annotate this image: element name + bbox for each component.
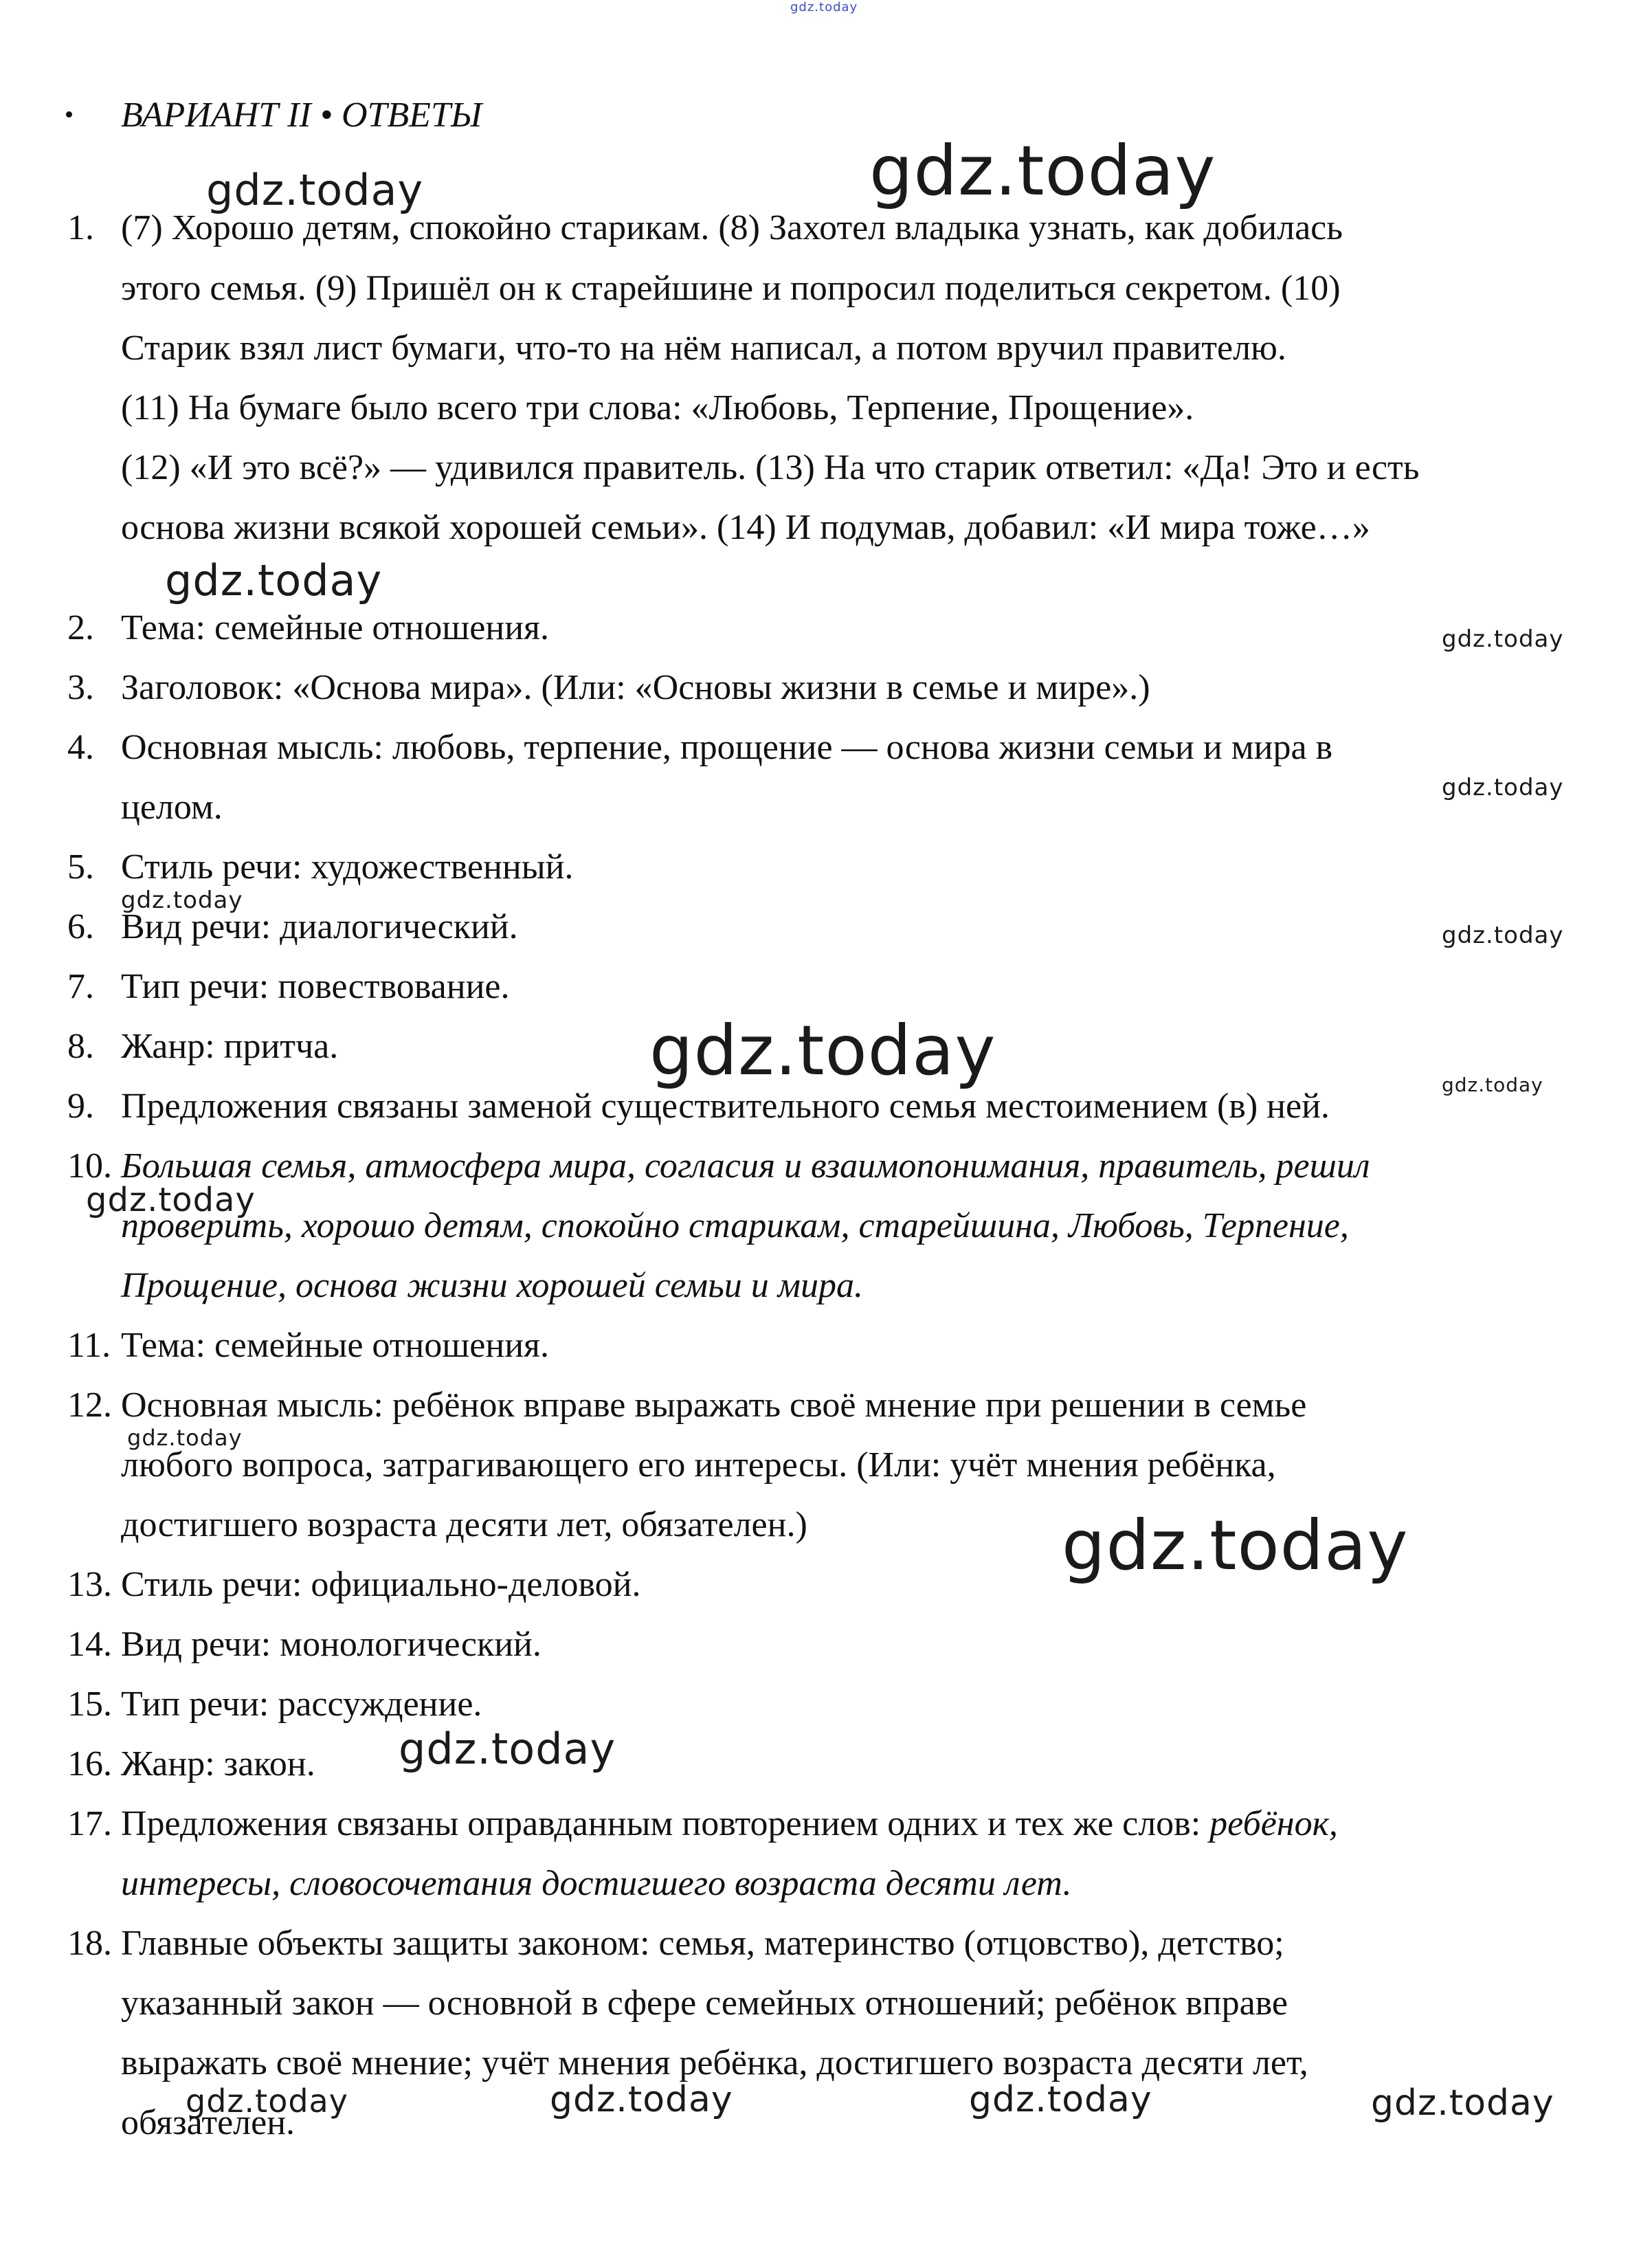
watermark-bottom-1: gdz.today <box>186 2082 348 2120</box>
watermark-medium-3: gdz.today <box>86 1181 256 1219</box>
item-10-text-2: проверить, хорошо детям, спокойно старикам, старейшина, Любовь, Терпение, <box>121 1206 1349 1245</box>
item-1-text-5: (12) «И это всё?» — удивился правитель. (13) На что старик ответил: «Да! Это и есть <box>121 448 1420 487</box>
item-13-text: Стиль речи: официально-деловой. <box>121 1565 641 1604</box>
watermark-small-4: gdz.today <box>1442 922 1564 949</box>
item-17-text-1 <box>121 1803 1338 1845</box>
item-9-text: Предложения связаны заменой существительного семья местоимением (в) ней. <box>121 1087 1330 1126</box>
watermark-small-2: gdz.today <box>1442 774 1564 801</box>
item-12-text-1: Основная мысль: ребёнок вправе выражать своё мнение при решении в семье <box>121 1386 1307 1425</box>
item-1-text-4: (11) На бумаге было всего три слова: «Любовь, Терпение, Прощение». <box>121 388 1194 427</box>
watermark-bottom-3: gdz.today <box>969 2079 1152 2120</box>
watermark-large-2: gdz.today <box>649 1010 996 1091</box>
item-6-text: Вид речи: диалогический. <box>121 907 518 946</box>
watermark-bottom-4: gdz.today <box>1371 2082 1554 2124</box>
item-1-text-2: этого семья. (9) Пришёл он к старейшине и попросил поделиться секретом. (10) <box>121 269 1341 308</box>
watermark-medium-1: gdz.today <box>206 165 424 215</box>
item-18-text-4: обязателен. <box>121 2103 295 2142</box>
item-11-text: Тема: семейные отношения. <box>121 1326 549 1365</box>
item-15-text: Тип речи: рассуждение. <box>121 1685 482 1724</box>
item-7-text: Тип речи: повествование. <box>121 967 510 1006</box>
item-12-text-3: достигшего возраста десяти лет, обязателен.) <box>121 1505 807 1544</box>
item-5-text: Стиль речи: художественный. <box>121 847 574 887</box>
header-bullet <box>66 111 72 118</box>
item-3-number: 3. <box>67 668 94 707</box>
item-14-number: 14. <box>67 1625 112 1664</box>
watermark-small-3: gdz.today <box>121 887 243 914</box>
item-17-text-1-italic: ребёнок, <box>1209 1804 1338 1843</box>
item-16-text: Жанр: закон. <box>121 1744 315 1784</box>
item-4-number: 4. <box>67 728 94 767</box>
watermark-medium-2: gdz.today <box>165 555 383 606</box>
item-18-number: 18. <box>67 1924 112 1963</box>
watermark-small-1: gdz.today <box>1442 625 1564 653</box>
item-10-number: 10. <box>67 1146 112 1186</box>
item-17-number: 17. <box>67 1804 112 1843</box>
item-1-text-3: Старик взял лист бумаги, что-то на нём написал, а потом вручил правителю. <box>121 329 1286 368</box>
item-4-text-2: целом. <box>121 788 223 827</box>
watermark-large-3: gdz.today <box>1062 1505 1409 1586</box>
item-10-text-1: Большая семья, атмосфера мира, согласия и взаимопонимания, правитель, решил <box>121 1146 1370 1186</box>
item-18-text-2: указанный закон — основной в сфере семейных отношений; ребёнок вправе <box>121 1984 1288 2023</box>
item-12-text-2: любого вопроса, затрагивающего его интересы. (Или: учёт мнения ребёнка, <box>121 1445 1276 1485</box>
item-4-text-1: Основная мысль: любовь, терпение, прощение — основа жизни семьи и мира в <box>121 728 1333 767</box>
watermark-tiny-1: gdz.today <box>1442 1074 1543 1096</box>
watermark-small-5: gdz.today <box>127 1425 243 1451</box>
item-9-number: 9. <box>67 1087 94 1126</box>
item-2-text: Тема: семейные отношения. <box>121 608 549 647</box>
item-2-number: 2. <box>67 608 94 647</box>
item-6-number: 6. <box>67 907 94 946</box>
item-15-number: 15. <box>67 1685 112 1724</box>
item-8-text: Жанр: притча. <box>121 1027 339 1066</box>
item-12-number: 12. <box>67 1386 112 1425</box>
watermark-bottom-2: gdz.today <box>550 2079 733 2120</box>
watermark-top: gdz.today <box>790 0 858 14</box>
item-16-number: 16. <box>67 1744 112 1784</box>
item-11-number: 11. <box>67 1326 111 1365</box>
item-14-text: Вид речи: монологический. <box>121 1625 542 1664</box>
watermark-large-1: gdz.today <box>869 131 1216 211</box>
item-1-number: 1. <box>67 208 94 247</box>
item-8-number: 8. <box>67 1027 94 1066</box>
item-18-text-3: выражать своё мнение; учёт мнения ребёнка, достигшего возраста десяти лет, <box>121 2043 1308 2082</box>
item-18-text-1: Главные объекты защиты законом: семья, материнство (отцовство), детство; <box>121 1924 1284 1963</box>
header-title-text: ВАРИАНТ II • ОТВЕТЫ <box>121 96 482 135</box>
item-17-text-2: интересы, словосочетания достигшего возраста десяти лет. <box>121 1864 1072 1903</box>
item-5-number: 5. <box>67 847 94 887</box>
item-17-text-1-plain: Предложения связаны оправданным повторением одних и тех же слов: <box>121 1804 1201 1843</box>
item-13-number: 13. <box>67 1565 112 1604</box>
item-7-number: 7. <box>67 967 94 1006</box>
item-1-text-1: (7) Хорошо детям, спокойно старикам. (8) Захотел владыка узнать, как добилась <box>121 208 1343 247</box>
item-10-text-3: Прощение, основа жизни хорошей семьи и мира. <box>121 1266 863 1305</box>
watermark-medium-4: gdz.today <box>399 1724 616 1774</box>
item-3-text: Заголовок: «Основа мира». (Или: «Основы жизни в семье и мире».) <box>121 668 1150 707</box>
item-1-text-6: основа жизни всякой хорошей семьи». (14) И подумав, добавил: «И мира тоже…» <box>121 508 1370 547</box>
